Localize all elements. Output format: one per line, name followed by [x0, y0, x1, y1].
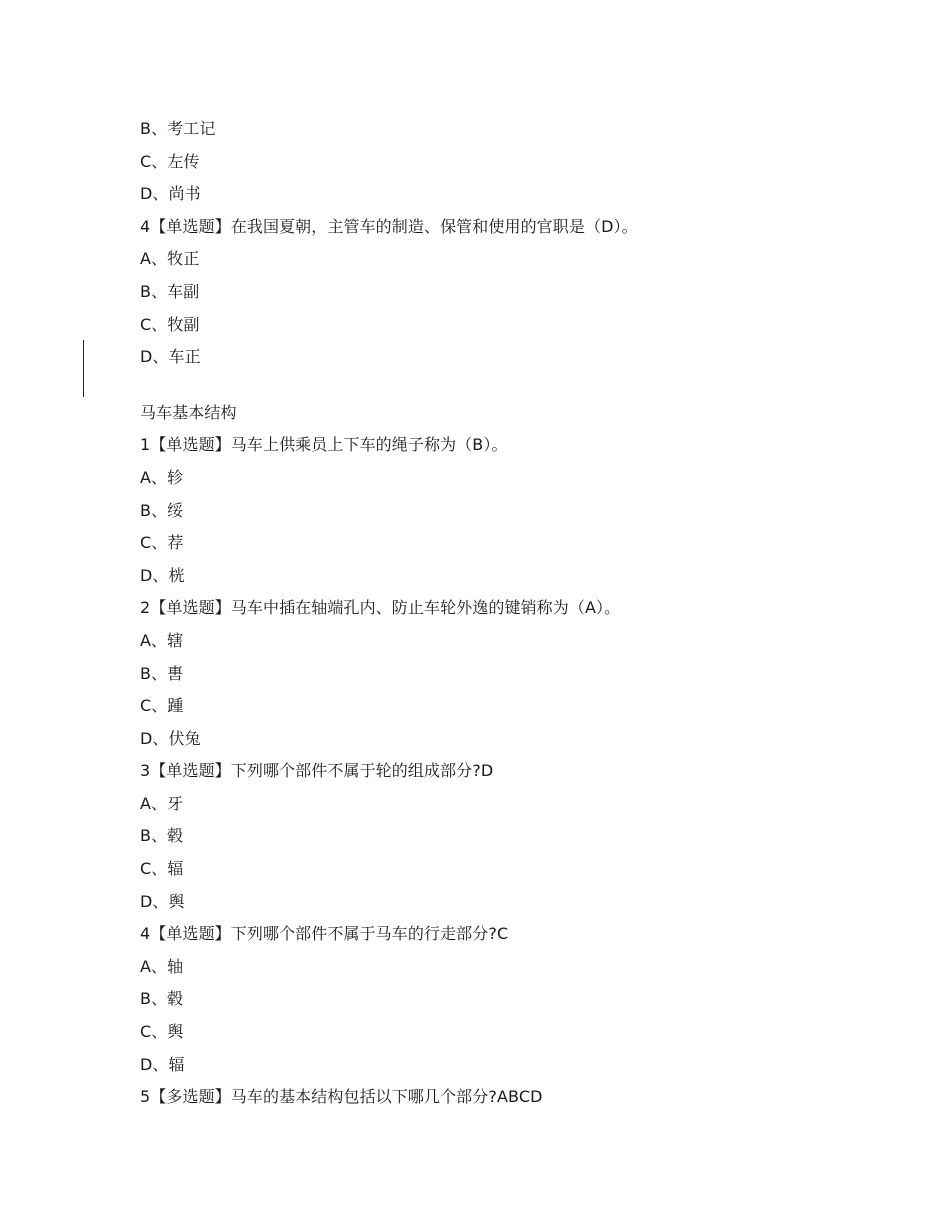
- question-line: 5【多选题】马车的基本结构包括以下哪几个部分?ABCD: [140, 1087, 543, 1107]
- cursor-bar: [83, 340, 84, 397]
- question-line: 3【单选题】下列哪个部件不属于轮的组成部分?D: [140, 761, 494, 781]
- document-body: [140, 113, 840, 1114]
- option-line: D、伏兔: [140, 728, 201, 748]
- option-line: B、考工记: [140, 119, 216, 138]
- option-line: B、毂: [140, 989, 184, 1009]
- paragraph-gap: [140, 374, 840, 397]
- option-line: D、车正: [140, 347, 201, 367]
- option-line: C、舆: [140, 1022, 184, 1042]
- option-line: C、牧副: [140, 314, 200, 334]
- option-line: D、舆: [140, 891, 185, 911]
- option-line: D、辐: [140, 1054, 185, 1074]
- question-line: 2【单选题】马车中插在轴端孔内、防止车轮外逸的键销称为（A）。: [140, 598, 621, 618]
- option-line: C、荐: [140, 533, 184, 553]
- option-line: A、牙: [140, 793, 184, 813]
- option-line: B、毂: [140, 826, 184, 846]
- question-line: 4【单选题】下列哪个部件不属于马车的行走部分?C: [140, 924, 509, 944]
- option-line: A、牧正: [140, 249, 200, 269]
- option-line: C、踵: [140, 696, 184, 716]
- option-line: C、辐: [140, 859, 184, 879]
- question-line: 1【单选题】马车上供乘员上下车的绳子称为（B）。: [140, 435, 508, 455]
- option-line: A、轸: [140, 467, 184, 487]
- option-line: C、左传: [140, 151, 200, 171]
- option-line: D、尚书: [140, 184, 201, 204]
- section-heading: 马车基本结构: [140, 402, 237, 422]
- option-line: B、軎: [140, 663, 184, 683]
- option-line: A、轴: [140, 956, 184, 976]
- option-line: D、桄: [140, 565, 185, 585]
- option-line: B、绥: [140, 500, 184, 520]
- question-line: 4【单选题】在我国夏朝，主管车的制造、保管和使用的官职是（D）。: [140, 216, 638, 236]
- option-line: B、车副: [140, 281, 200, 301]
- option-line: A、辖: [140, 630, 184, 650]
